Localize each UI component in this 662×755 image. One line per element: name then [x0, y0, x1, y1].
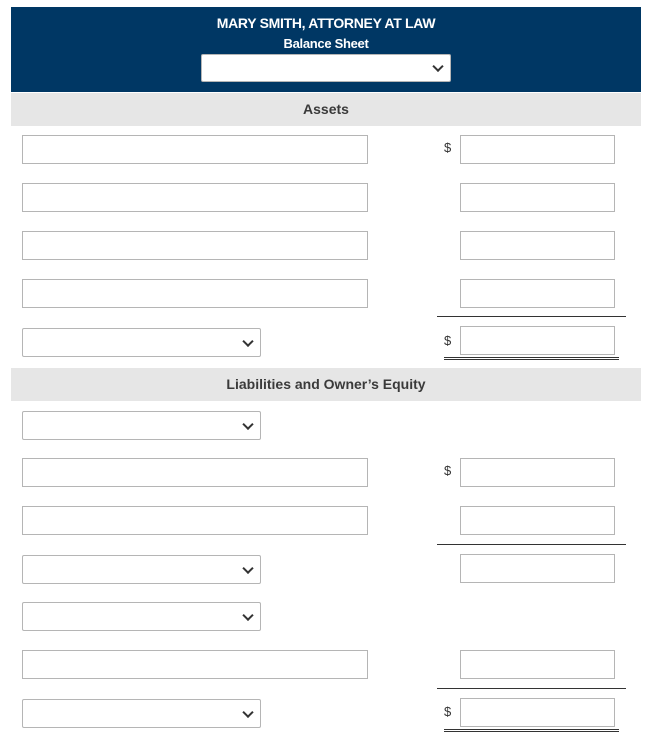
total-double-rule [444, 729, 619, 732]
subtotal-rule [437, 688, 626, 689]
liability-2-name-input[interactable] [22, 506, 368, 535]
total-double-rule [444, 357, 619, 360]
liabilities-section-header [11, 368, 641, 401]
liability-2-amount-input[interactable] [460, 506, 615, 535]
subtotal-rule [437, 544, 626, 545]
asset-4-amount-input[interactable] [460, 279, 615, 308]
liability-1-amount-input[interactable] [460, 458, 615, 487]
liabilities-label-select[interactable] [22, 411, 261, 440]
total-liabilities-amount-input[interactable] [460, 554, 615, 583]
asset-4-name-input[interactable] [22, 279, 368, 308]
chevron-down-icon [242, 335, 253, 346]
asset-2-amount-input[interactable] [460, 183, 615, 212]
total-liabilities-equity-amount-input[interactable] [460, 698, 615, 727]
asset-1-name-input[interactable] [22, 135, 368, 164]
equity-name-input[interactable] [22, 650, 368, 679]
liability-1-name-input[interactable] [22, 458, 368, 487]
statement-title: Balance Sheet [283, 36, 369, 51]
date-select[interactable] [201, 54, 451, 82]
chevron-down-icon [242, 706, 253, 717]
chevron-down-icon [242, 609, 253, 620]
chevron-down-icon [242, 562, 253, 573]
total-assets-amount-input[interactable] [460, 326, 615, 355]
currency-symbol: $ [444, 704, 452, 719]
total-liabilities-equity-select[interactable] [22, 699, 261, 728]
currency-symbol: $ [444, 463, 452, 478]
chevron-down-icon [242, 418, 253, 429]
total-liabilities-select[interactable] [22, 555, 261, 584]
assets-title: Assets [303, 101, 349, 117]
subtotal-rule [437, 316, 626, 317]
asset-1-amount-input[interactable] [460, 135, 615, 164]
currency-symbol: $ [444, 140, 452, 155]
owners-equity-label-select[interactable] [22, 602, 261, 631]
asset-3-amount-input[interactable] [460, 231, 615, 260]
assets-section-header [11, 93, 641, 126]
total-assets-select[interactable] [22, 328, 261, 357]
asset-3-name-input[interactable] [22, 231, 368, 260]
company-name: MARY SMITH, ATTORNEY AT LAW [216, 15, 436, 31]
asset-2-name-input[interactable] [22, 183, 368, 212]
liabilities-title: Liabilities and Owner’s Equity [226, 376, 426, 392]
chevron-down-icon [432, 61, 443, 72]
currency-symbol: $ [444, 333, 452, 348]
equity-amount-input[interactable] [460, 650, 615, 679]
